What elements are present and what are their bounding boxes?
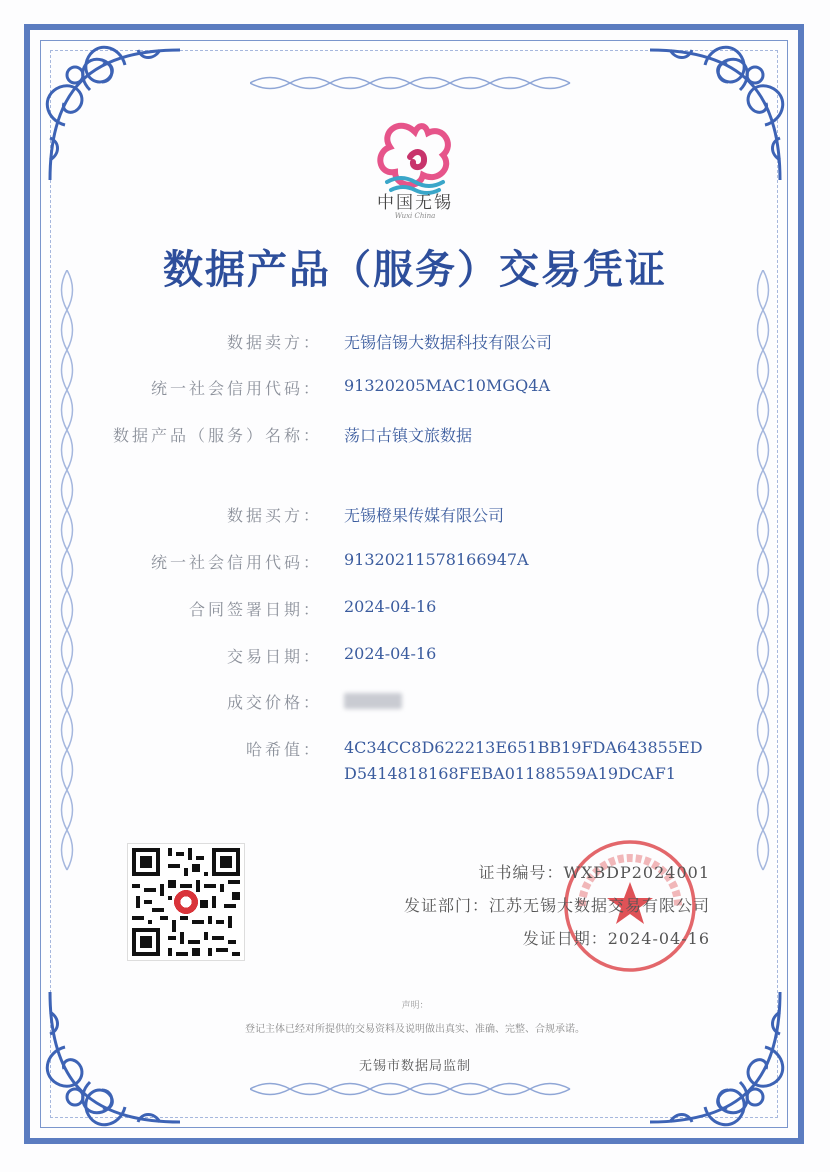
supervised-by: 无锡市数据局监制 [358, 1059, 471, 1074]
issue-date-value: 2024-04-16 [607, 929, 710, 948]
issue-date-label: 发证日期： [522, 929, 608, 948]
certificate-number-value: WXBDP2024001 [563, 863, 710, 882]
declaration-title: 声明： [401, 1001, 429, 1011]
top-band-ornament [250, 72, 580, 94]
buyer-credit-code-value: 91320211578166947A [344, 550, 529, 569]
seller-credit-code-row [0, 376, 830, 398]
seller-credit-code-value: 91320205MAC10MGQ4A [344, 376, 550, 395]
trade-date-label: 交易日期： [226, 647, 322, 666]
trade-date-value: 2024-04-16 [344, 644, 437, 663]
left-band-ornament [56, 270, 78, 900]
hash-line-2: D5414818168FEBA01188559A19DCAF1 [344, 764, 676, 783]
issuer-label: 发证部门： [403, 896, 489, 915]
page-title: 数据产品（服务）交易凭证 [163, 246, 667, 293]
contract-date-row [0, 597, 830, 619]
buyer-value: 无锡橙果传媒有限公司 [344, 506, 505, 525]
right-band-ornament [752, 270, 774, 900]
contract-date-value: 2024-04-16 [344, 597, 437, 616]
corner-ornament-top-left [30, 30, 200, 200]
issue-date [523, 926, 710, 949]
certificate-number [479, 860, 710, 883]
logo-name-en: Wuxi China [394, 212, 436, 220]
buyer-row [0, 503, 830, 525]
hash-label: 哈希值： [245, 740, 322, 759]
trade-date-row [0, 644, 830, 666]
bottom-band-ornament [250, 1078, 580, 1100]
price-label: 成交价格： [226, 693, 322, 712]
product-name-row [0, 423, 830, 445]
price-row [0, 690, 830, 712]
qr-code-icon [127, 843, 245, 961]
product-name-label: 数据产品（服务）名称： [112, 426, 322, 445]
hash-line-1: 4C34CC8D622213E651BB19FDA643855ED [344, 738, 703, 757]
contract-date-label: 合同签署日期： [188, 600, 322, 619]
seller-row [0, 330, 830, 352]
buyer-label: 数据买方： [226, 506, 322, 525]
certificate-number-label: 证书编号： [478, 863, 564, 882]
seller-credit-code-label: 统一社会信用代码： [150, 379, 322, 398]
corner-ornament-top-right [630, 30, 800, 200]
issuer [404, 893, 710, 916]
price-value-redacted [344, 690, 402, 709]
buyer-credit-code-label: 统一社会信用代码： [150, 553, 322, 572]
seller-value: 无锡信锡大数据科技有限公司 [344, 333, 553, 352]
logo-name-cn: 中国无锡 [377, 193, 453, 213]
hash-row [0, 735, 830, 795]
product-name-value: 荡口古镇文旅数据 [344, 426, 473, 445]
seller-label: 数据卖方： [226, 333, 322, 352]
buyer-credit-code-row [0, 550, 830, 572]
declaration-text: 登记主体已经对所提供的交易资料及说明做出真实、准确、完整、合规承诺。 [245, 1024, 585, 1035]
issuer-value: 江苏无锡大数据交易有限公司 [488, 896, 710, 915]
